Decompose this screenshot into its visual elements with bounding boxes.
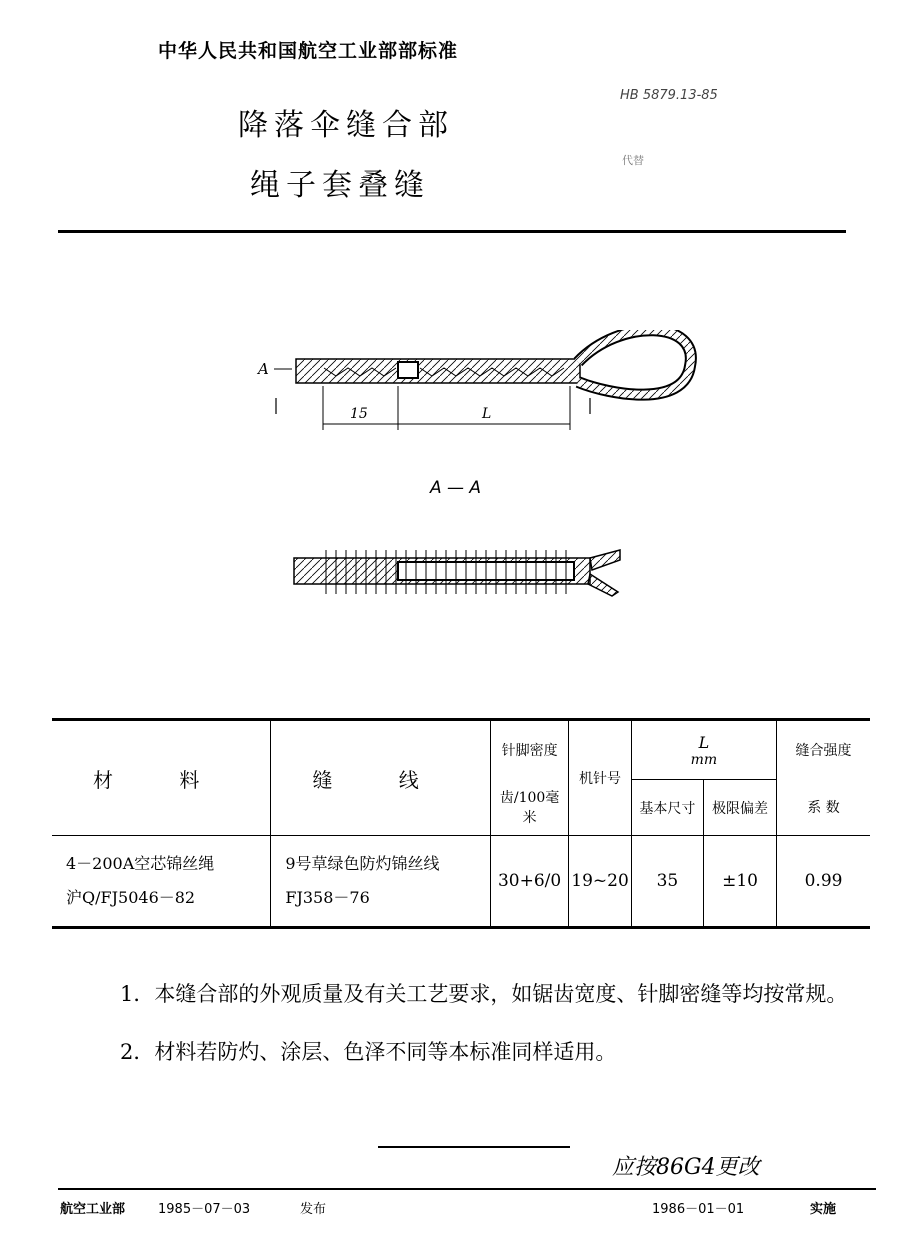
header-divider [58, 230, 846, 233]
header-material: 材 料 [52, 720, 271, 836]
standard-number: HB 5879.13-85 [620, 88, 718, 103]
cell-strength: 0.99 [777, 836, 870, 928]
header-L-symbol: L [698, 732, 710, 752]
cell-stitch-density: 30+6/0 [490, 836, 568, 928]
header-stitch-unit: 齿/100毫米 [490, 780, 568, 836]
footer-issue-date: 1985－07－03 [158, 1202, 251, 1217]
notes-section [58, 968, 878, 1078]
document-title-line2: 绳子套叠缝 [250, 168, 430, 203]
cell-material [52, 836, 271, 928]
header-strength: 缝合强度 [777, 720, 870, 780]
footer-issue-word: 发布 [300, 1202, 327, 1217]
material-line1: 4－200A空芯锦丝绳 [66, 854, 215, 873]
header-stitch-density: 针脚密度 [490, 720, 568, 780]
header-needle-no: 机针号 [569, 720, 632, 836]
document-title-line1: 降落伞缝合部 [238, 108, 454, 143]
header-thread: 缝 线 [271, 720, 491, 836]
header-L [631, 720, 776, 780]
rope-splice-diagram [0, 330, 913, 620]
cell-basic-size: 35 [631, 836, 703, 928]
dimension-L-text: L [482, 406, 492, 422]
cell-thread [271, 836, 491, 928]
replaces-note: 代替 [622, 154, 644, 167]
issuing-organization: 中华人民共和国航空工业部部标准 [158, 40, 459, 62]
footer-effective-date: 1986－01－01 [652, 1202, 745, 1217]
end-rule [378, 1146, 570, 1148]
rope-side-view [256, 330, 691, 430]
thread-line1: 9号草绿色防灼锦丝线 [285, 854, 440, 873]
specification-table [52, 718, 870, 929]
handwritten-amendment: 应按86G4更改 [612, 1155, 760, 1180]
section-marker-text: A [258, 360, 269, 378]
rope-section-view [294, 550, 620, 596]
footer-issuer: 航空工业部 [60, 1202, 126, 1217]
header-limit-deviation: 极限偏差 [704, 780, 777, 836]
header-basic-size: 基本尺寸 [631, 780, 703, 836]
footer-effective-word: 实施 [810, 1202, 837, 1217]
cell-needle-no: 19~20 [569, 836, 632, 928]
dimension-15-text: 15 [350, 406, 368, 422]
note-1: 1．本缝合部的外观质量及有关工艺要求，如锯齿宽度、针脚密缝等均按常规。 [120, 982, 848, 1006]
thread-line2: FJ358－76 [285, 888, 370, 907]
material-line2: 沪Q/FJ5046－82 [66, 888, 196, 907]
cell-limit-deviation: ±10 [704, 836, 777, 928]
footer-divider [58, 1188, 876, 1190]
header-coefficient: 系 数 [777, 780, 870, 836]
note-2: 2．材料若防灼、涂层、色泽不同等本标准同样适用。 [120, 1040, 617, 1064]
section-view-label: A — A [430, 478, 482, 498]
header-L-unit: mm [690, 751, 718, 768]
